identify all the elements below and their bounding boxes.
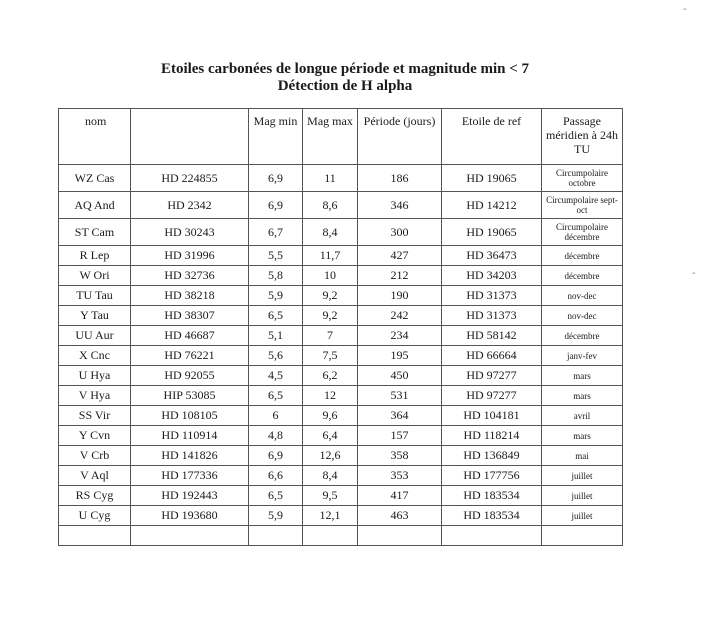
cell-etoile-ref: HD 34203 xyxy=(442,266,542,286)
cell-mag-max: 9,2 xyxy=(303,286,358,306)
cell-mag-max: 12,1 xyxy=(303,506,358,526)
table-row xyxy=(59,426,623,446)
cell-hd: HIP 53085 xyxy=(131,386,249,406)
cell-etoile-ref: HD 177756 xyxy=(442,466,542,486)
cell-etoile-ref: HD 104181 xyxy=(442,406,542,426)
cell-nom: AQ And xyxy=(59,192,131,219)
cell-passage: Circumpolaire sept-oct xyxy=(542,192,623,219)
cell-passage: mai xyxy=(542,446,623,466)
cell-nom: RS Cyg xyxy=(59,486,131,506)
cell-mag-max: 8,6 xyxy=(303,192,358,219)
cell-mag-min: 5,1 xyxy=(249,326,303,346)
cell-periode: 234 xyxy=(358,326,442,346)
cell-periode: 346 xyxy=(358,192,442,219)
cell-mag-min: 5,9 xyxy=(249,506,303,526)
cell-mag-min: 6,6 xyxy=(249,466,303,486)
table-row xyxy=(59,366,623,386)
cell-hd: HD 141826 xyxy=(131,446,249,466)
cell-hd xyxy=(131,526,249,546)
cell-nom: WZ Cas xyxy=(59,165,131,192)
table-row xyxy=(59,165,623,192)
cell-nom: Y Tau xyxy=(59,306,131,326)
cell-hd: HD 193680 xyxy=(131,506,249,526)
cell-nom: SS Vir xyxy=(59,406,131,426)
cell-etoile-ref: HD 136849 xyxy=(442,446,542,466)
table-row xyxy=(59,306,623,326)
cell-hd: HD 76221 xyxy=(131,346,249,366)
cell-passage: avril xyxy=(542,406,623,426)
title-line-2: Détection de H alpha xyxy=(277,78,413,94)
cell-hd: HD 38307 xyxy=(131,306,249,326)
cell-mag-max: 7 xyxy=(303,326,358,346)
cell-passage xyxy=(542,526,623,546)
cell-mag-max: 7,5 xyxy=(303,346,358,366)
header-nom: nom xyxy=(59,109,131,165)
cell-nom: R Lep xyxy=(59,246,131,266)
cell-mag-max: 10 xyxy=(303,266,358,286)
cell-hd: HD 192443 xyxy=(131,486,249,506)
cell-periode: 358 xyxy=(358,446,442,466)
cell-periode: 417 xyxy=(358,486,442,506)
cell-nom: UU Aur xyxy=(59,326,131,346)
cell-hd: HD 46687 xyxy=(131,326,249,346)
cell-nom: V Crb xyxy=(59,446,131,466)
cell-mag-min: 6,7 xyxy=(249,219,303,246)
cell-passage: juillet xyxy=(542,486,623,506)
document-title xyxy=(0,61,690,95)
cell-nom: V Aql xyxy=(59,466,131,486)
cell-periode: 531 xyxy=(358,386,442,406)
cell-periode: 450 xyxy=(358,366,442,386)
cell-hd: HD 32736 xyxy=(131,266,249,286)
cell-nom: Y Cvn xyxy=(59,426,131,446)
cell-etoile-ref: HD 19065 xyxy=(442,219,542,246)
cell-mag-max: 6,2 xyxy=(303,366,358,386)
cell-periode: 157 xyxy=(358,426,442,446)
table-row xyxy=(59,486,623,506)
cell-periode: 300 xyxy=(358,219,442,246)
cell-mag-max: 8,4 xyxy=(303,219,358,246)
cell-periode: 353 xyxy=(358,466,442,486)
cell-passage: Circumpolaire décembre xyxy=(542,219,623,246)
header-hd xyxy=(131,109,249,165)
cell-nom: U Hya xyxy=(59,366,131,386)
cell-periode xyxy=(358,526,442,546)
cell-passage: nov-dec xyxy=(542,286,623,306)
cell-nom: TU Tau xyxy=(59,286,131,306)
cell-hd: HD 30243 xyxy=(131,219,249,246)
cell-etoile-ref: HD 36473 xyxy=(442,246,542,266)
cell-mag-min: 5,9 xyxy=(249,286,303,306)
cell-etoile-ref: HD 118214 xyxy=(442,426,542,446)
table-row xyxy=(59,266,623,286)
cell-mag-max: 11 xyxy=(303,165,358,192)
cell-mag-min xyxy=(249,526,303,546)
cell-mag-min: 6,5 xyxy=(249,386,303,406)
cell-mag-max: 11,7 xyxy=(303,246,358,266)
cell-nom: W Ori xyxy=(59,266,131,286)
cell-mag-min: 5,8 xyxy=(249,266,303,286)
cell-etoile-ref: HD 58142 xyxy=(442,326,542,346)
cell-nom: X Cnc xyxy=(59,346,131,366)
cell-passage: janv-fev xyxy=(542,346,623,366)
scan-mark: - xyxy=(683,4,687,15)
cell-etoile-ref: HD 31373 xyxy=(442,286,542,306)
cell-mag-max: 12,6 xyxy=(303,446,358,466)
table-row xyxy=(59,386,623,406)
table-row xyxy=(59,526,623,546)
cell-etoile-ref xyxy=(442,526,542,546)
cell-hd: HD 31996 xyxy=(131,246,249,266)
header-passage: Passage méridien à 24h TU xyxy=(542,109,623,165)
cell-nom: V Hya xyxy=(59,386,131,406)
cell-mag-min: 5,5 xyxy=(249,246,303,266)
cell-passage: mars xyxy=(542,426,623,446)
cell-mag-min: 6,9 xyxy=(249,192,303,219)
cell-periode: 463 xyxy=(358,506,442,526)
cell-periode: 212 xyxy=(358,266,442,286)
cell-mag-max xyxy=(303,526,358,546)
cell-hd: HD 38218 xyxy=(131,286,249,306)
header-etoile-ref: Etoile de ref xyxy=(442,109,542,165)
table-row xyxy=(59,286,623,306)
cell-passage: décembre xyxy=(542,246,623,266)
table-row xyxy=(59,246,623,266)
carbon-stars-table xyxy=(58,108,623,546)
table-row xyxy=(59,506,623,526)
cell-mag-max: 6,4 xyxy=(303,426,358,446)
table-row xyxy=(59,466,623,486)
cell-hd: HD 110914 xyxy=(131,426,249,446)
cell-periode: 364 xyxy=(358,406,442,426)
cell-mag-max: 9,2 xyxy=(303,306,358,326)
cell-mag-max: 12 xyxy=(303,386,358,406)
header-mag-min: Mag min xyxy=(249,109,303,165)
cell-etoile-ref: HD 97277 xyxy=(442,366,542,386)
table-row xyxy=(59,346,623,366)
cell-mag-min: 6,9 xyxy=(249,165,303,192)
cell-etoile-ref: HD 183534 xyxy=(442,506,542,526)
cell-hd: HD 177336 xyxy=(131,466,249,486)
cell-periode: 195 xyxy=(358,346,442,366)
header-row xyxy=(59,109,623,165)
cell-passage: Circumpolaire octobre xyxy=(542,165,623,192)
cell-etoile-ref: HD 66664 xyxy=(442,346,542,366)
cell-mag-min: 5,6 xyxy=(249,346,303,366)
cell-etoile-ref: HD 14212 xyxy=(442,192,542,219)
cell-nom: U Cyg xyxy=(59,506,131,526)
header-mag-max: Mag max xyxy=(303,109,358,165)
cell-passage: mars xyxy=(542,366,623,386)
cell-periode: 242 xyxy=(358,306,442,326)
cell-passage: nov-dec xyxy=(542,306,623,326)
table-row xyxy=(59,446,623,466)
header-periode: Période (jours) xyxy=(358,109,442,165)
cell-periode: 186 xyxy=(358,165,442,192)
cell-etoile-ref: HD 19065 xyxy=(442,165,542,192)
cell-nom xyxy=(59,526,131,546)
cell-periode: 190 xyxy=(358,286,442,306)
cell-mag-min: 6,5 xyxy=(249,306,303,326)
cell-hd: HD 108105 xyxy=(131,406,249,426)
cell-etoile-ref: HD 97277 xyxy=(442,386,542,406)
table-row xyxy=(59,326,623,346)
cell-hd: HD 92055 xyxy=(131,366,249,386)
cell-nom: ST Cam xyxy=(59,219,131,246)
scan-mark: - xyxy=(692,268,696,279)
cell-mag-max: 8,4 xyxy=(303,466,358,486)
table-row xyxy=(59,192,623,219)
table-row xyxy=(59,406,623,426)
cell-mag-max: 9,5 xyxy=(303,486,358,506)
cell-etoile-ref: HD 183534 xyxy=(442,486,542,506)
cell-mag-min: 6 xyxy=(249,406,303,426)
table-body xyxy=(59,165,623,546)
cell-passage: mars xyxy=(542,386,623,406)
cell-mag-max: 9,6 xyxy=(303,406,358,426)
cell-mag-min: 4,5 xyxy=(249,366,303,386)
table-row xyxy=(59,219,623,246)
cell-hd: HD 224855 xyxy=(131,165,249,192)
cell-passage: juillet xyxy=(542,466,623,486)
cell-mag-min: 6,5 xyxy=(249,486,303,506)
cell-passage: juillet xyxy=(542,506,623,526)
cell-passage: décembre xyxy=(542,266,623,286)
cell-hd: HD 2342 xyxy=(131,192,249,219)
cell-periode: 427 xyxy=(358,246,442,266)
title-line-1: Etoiles carbonées de longue période et magnitude min < 7 xyxy=(160,61,530,77)
cell-passage: décembre xyxy=(542,326,623,346)
cell-mag-min: 6,9 xyxy=(249,446,303,466)
cell-mag-min: 4,8 xyxy=(249,426,303,446)
cell-etoile-ref: HD 31373 xyxy=(442,306,542,326)
